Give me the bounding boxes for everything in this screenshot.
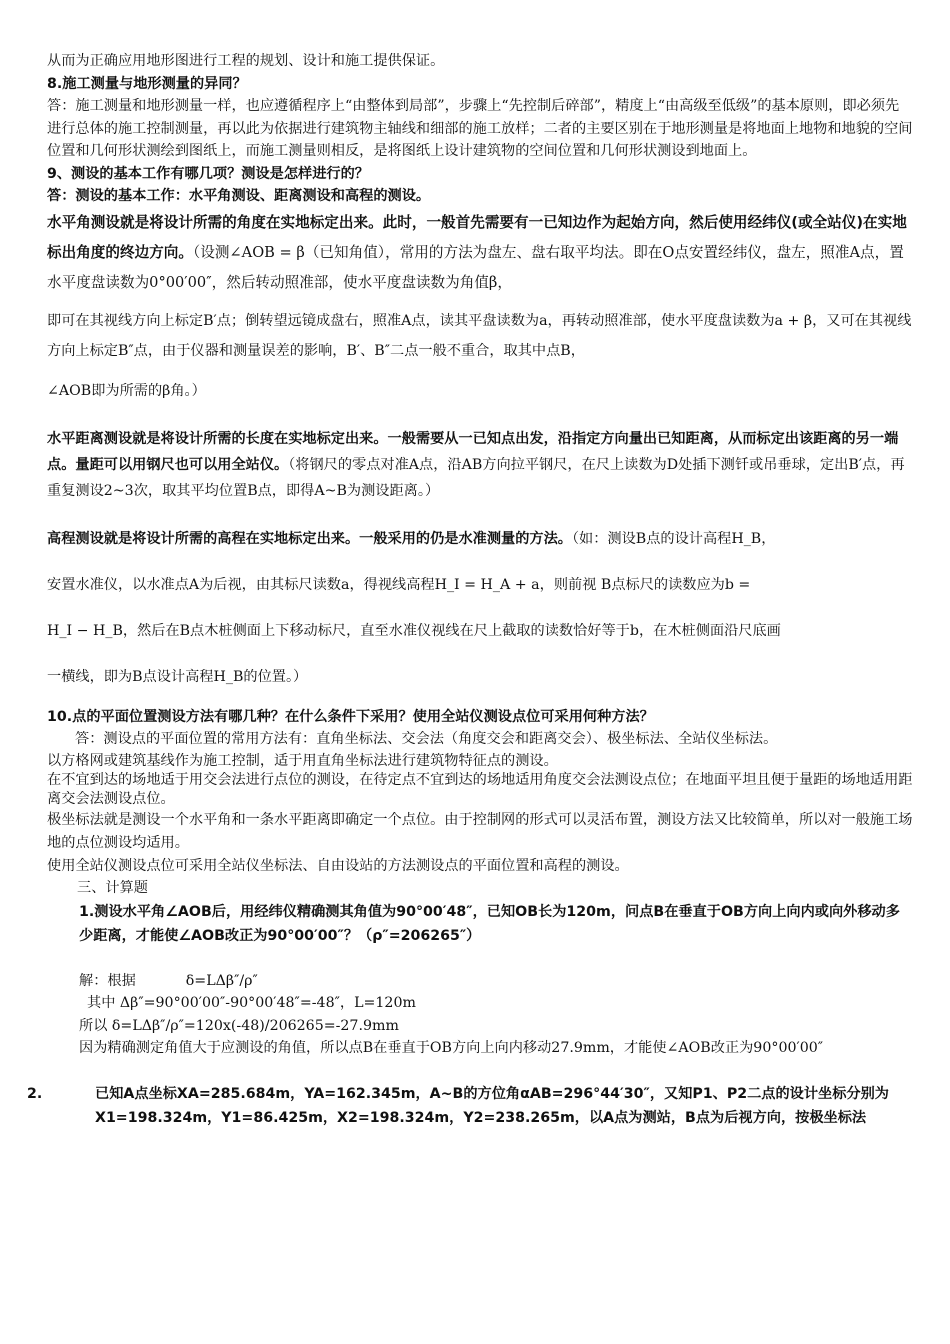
elevation-definition: 高程测设就是将设计所需的高程在实地标定出来。一般采用的仍是水准测量的方法。 (47, 530, 572, 547)
document-page (27, 50, 913, 1130)
question-10: 10.点的平面位置测设方法有哪几种？在什么条件下采用？使用全站仪测设点位可采用何种方法？ (47, 708, 654, 725)
calc-1-formula: δ=LΔβ″/ρ″ (185, 972, 258, 989)
elevation-method-2: 安置水准仪，以水准点A为后视，由其标尺读数a，得视线高程H_I = H_A + a，则前视 B点标尺的读数应为b = (47, 576, 751, 593)
calc-1-conclusion: 因为精确测定角值大于应测设的角值，所以点B在垂直于OB方向上向内移动27.9mm，才能使∠AOB改正为90°00′00″ (79, 1040, 824, 1056)
distance-definition: 水平距离测设就是将设计所需的长度在实地标定出来。一般需要从一已知点出发，沿指定方向量出已知距离，从而标定出该距离的另一端点。量距可以用钢尺也可以用全站仪。 (47, 430, 899, 473)
answer-10-total-station: 使用全站仪测设点位可采用全站仪坐标法、自由设站的方法测设点的平面位置和高程的测设。 (47, 857, 629, 874)
answer-10-intro: 答：测设点的平面位置的常用方法有：直角坐标法、交会法（角度交会和距离交会）、极坐标法、全站仪坐标法。 (75, 731, 778, 747)
horizontal-angle-paragraph (47, 208, 913, 298)
horizontal-angle-method-2: 即可在其视线方向上标定B′点；倒转望远镜成盘右，照准A点，读其平盘读数为a，再转动照准部，使水平度盘读数为a + β，又可在其视线方向上标定B″点，由于仪器和测量误差的影响，B′、B″二点一般不重合，取其中点B， (47, 312, 912, 359)
answer-10-rectangular: 以方格网或建筑基线作为施工控制，适于用直角坐标法进行建筑物特征点的测设。 (47, 752, 558, 769)
calc-question-2 (27, 1082, 913, 1130)
horizontal-angle-definition: 水平角测设就是将设计所需的角度在实地标定出来。此时，一般首先需要有一已知边作为起始方向，然后使用经纬仪(或全站仪)在实地标出角度的终边方向。 (47, 213, 907, 261)
elevation-method-4: 一横线，即为B点设计高程H_B的位置。） (47, 668, 308, 685)
calc-question-2-number: 2. (27, 1085, 43, 1102)
question-9: 9、测设的基本工作有哪几项？测设是怎样进行的？ (47, 165, 369, 182)
answer-9-summary: 答：测设的基本工作：水平角测设、距离测设和高程的测设。 (47, 188, 431, 204)
horizontal-angle-method-3: ∠AOB即为所需的β角。） (47, 382, 206, 399)
calc-1-given-values: 其中 Δβ″=90°00′00″-90°00′48″=-48″，L=120m (87, 995, 416, 1011)
elevation-method-3: H_I − H_B，然后在B点木桩侧面上下移动标尺，直至水准仪视线在尺上截取的读数恰好等于b，在木桩侧面沿尺底画 (47, 622, 781, 639)
calc-question-1: 1.测设水平角∠AOB后，用经纬仪精确测其角值为90°00′48″，已知OB长为120m，问点B在垂直于OB方向上向内或向外移动多少距离，才能使∠AOB改正为90°00′00″？（ρ″=206265″） (79, 903, 900, 944)
calc-1-result: 所以 δ=LΔβ″/ρ″=120x(-48)/206265=-27.9mm (79, 1017, 399, 1034)
distance-method: （将钢尺的零点对准A点，沿AB方向拉平钢尺，在尺上读数为D处插下测钎或吊垂球，定出B′点，再重复测设2~3次，取其平均位置B点，即得A~B为测设距离。） (47, 456, 905, 499)
elevation-line-1 (47, 524, 913, 554)
answer-10-polar: 极坐标法就是测设一个水平角和一条水平距离即确定一个点位。由于控制网的形式可以灵活布置，测设方法又比较简单，所以对一般施工场地的点位测设均适用。 (47, 811, 913, 851)
answer-8: 答：施工测量和地形测量一样，也应遵循程序上“由整体到局部”，步骤上“先控制后碎部”，精度上“由高级至低级”的基本原则，即必须先进行总体的施工控制测量，再以此为依据进行建筑物主轴线和细部的施工放样；二者的主要区别在于地形测量是将地面上地物和地貌的空间位置和几何形状测绘到图纸上，而施工测量则相反，是将图纸上设计建筑物的空间位置和几何形状测设到地面上。 (47, 98, 913, 159)
elevation-method-1: （如：测设B点的设计高程H_B， (571, 530, 776, 547)
calc-1-solution-label: 解：根据 (79, 972, 136, 989)
distance-paragraph (47, 426, 913, 504)
question-8: 8.施工测量与地形测量的异同？ (47, 75, 247, 92)
section-heading-calculation: 三、计算题 (77, 880, 148, 896)
answer-10-intersection: 在不宜到达的场地适于用交会法进行点位的测设，在待定点不宜到达的场地适用角度交会法测设点位；在地面平坦且便于量距的场地适用距离交会法测设点位。 (47, 771, 913, 807)
text-line: 从而为正确应用地形图进行工程的规划、设计和施工提供保证。 (47, 53, 445, 69)
calc-1-solution-formula (47, 970, 913, 993)
calc-question-2-text: 已知A点坐标XA=285.684m，YA=162.345m，A~B的方位角αAB=296°44′30″，又知P1、P2二点的设计坐标分别为X1=198.324m，Y1=86.425m，X2=198.324m，Y2=238.265m，以A点为测站，B点为后视方向，按极坐标法 (95, 1085, 889, 1126)
horizontal-angle-method-1: （设测∠AOB = β（已知角值），常用的方法为盘左、盘右取平均法。即在O点安置经纬仪，盘左，照准A点，置水平度盘读数为0°00′00″，然后转动照准部，使水平度盘读数为角值β， (47, 243, 904, 291)
